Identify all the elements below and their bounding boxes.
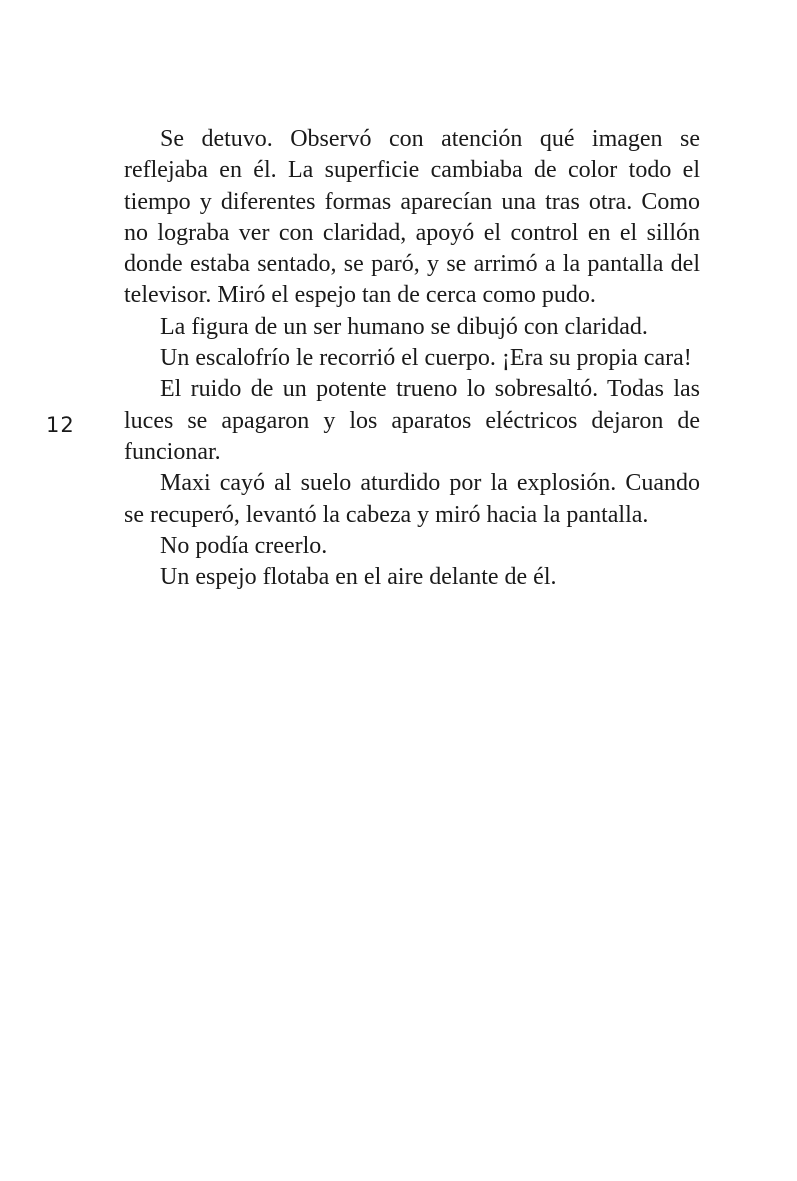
paragraph: Maxi cayó al suelo aturdido por la explosión. Cuando se recuperó, levantó la cabeza y miró hacia la pantalla. bbox=[124, 470, 700, 528]
paragraph: Un espejo flotaba en el aire delante de él. bbox=[160, 564, 557, 591]
paragraph: Se detuvo. Observó con atención qué imagen se reflejaba en él. La superficie cambiaba de color todo el tiempo y diferentes formas aparecían una tras otra. Como no lograba ver con claridad, apoyó el control en el sillón donde estaba sentado, se paró, y se arrimó a la pantalla del televisor. Miró el espejo tan de cerca como pudo. bbox=[124, 126, 700, 309]
paragraph: Un escalofrío le recorrió el cuerpo. ¡Era su propia cara! bbox=[160, 345, 692, 372]
page-number: 12 bbox=[46, 413, 75, 437]
paragraph: La figura de un ser humano se dibujó con claridad. bbox=[160, 313, 648, 340]
paragraph: No podía creerlo. bbox=[160, 532, 328, 559]
paragraph: El ruido de un potente trueno lo sobresaltó. Todas las luces se apagaron y los aparatos eléctricos dejaron de funcionar. bbox=[124, 376, 700, 465]
body-text bbox=[124, 124, 700, 593]
